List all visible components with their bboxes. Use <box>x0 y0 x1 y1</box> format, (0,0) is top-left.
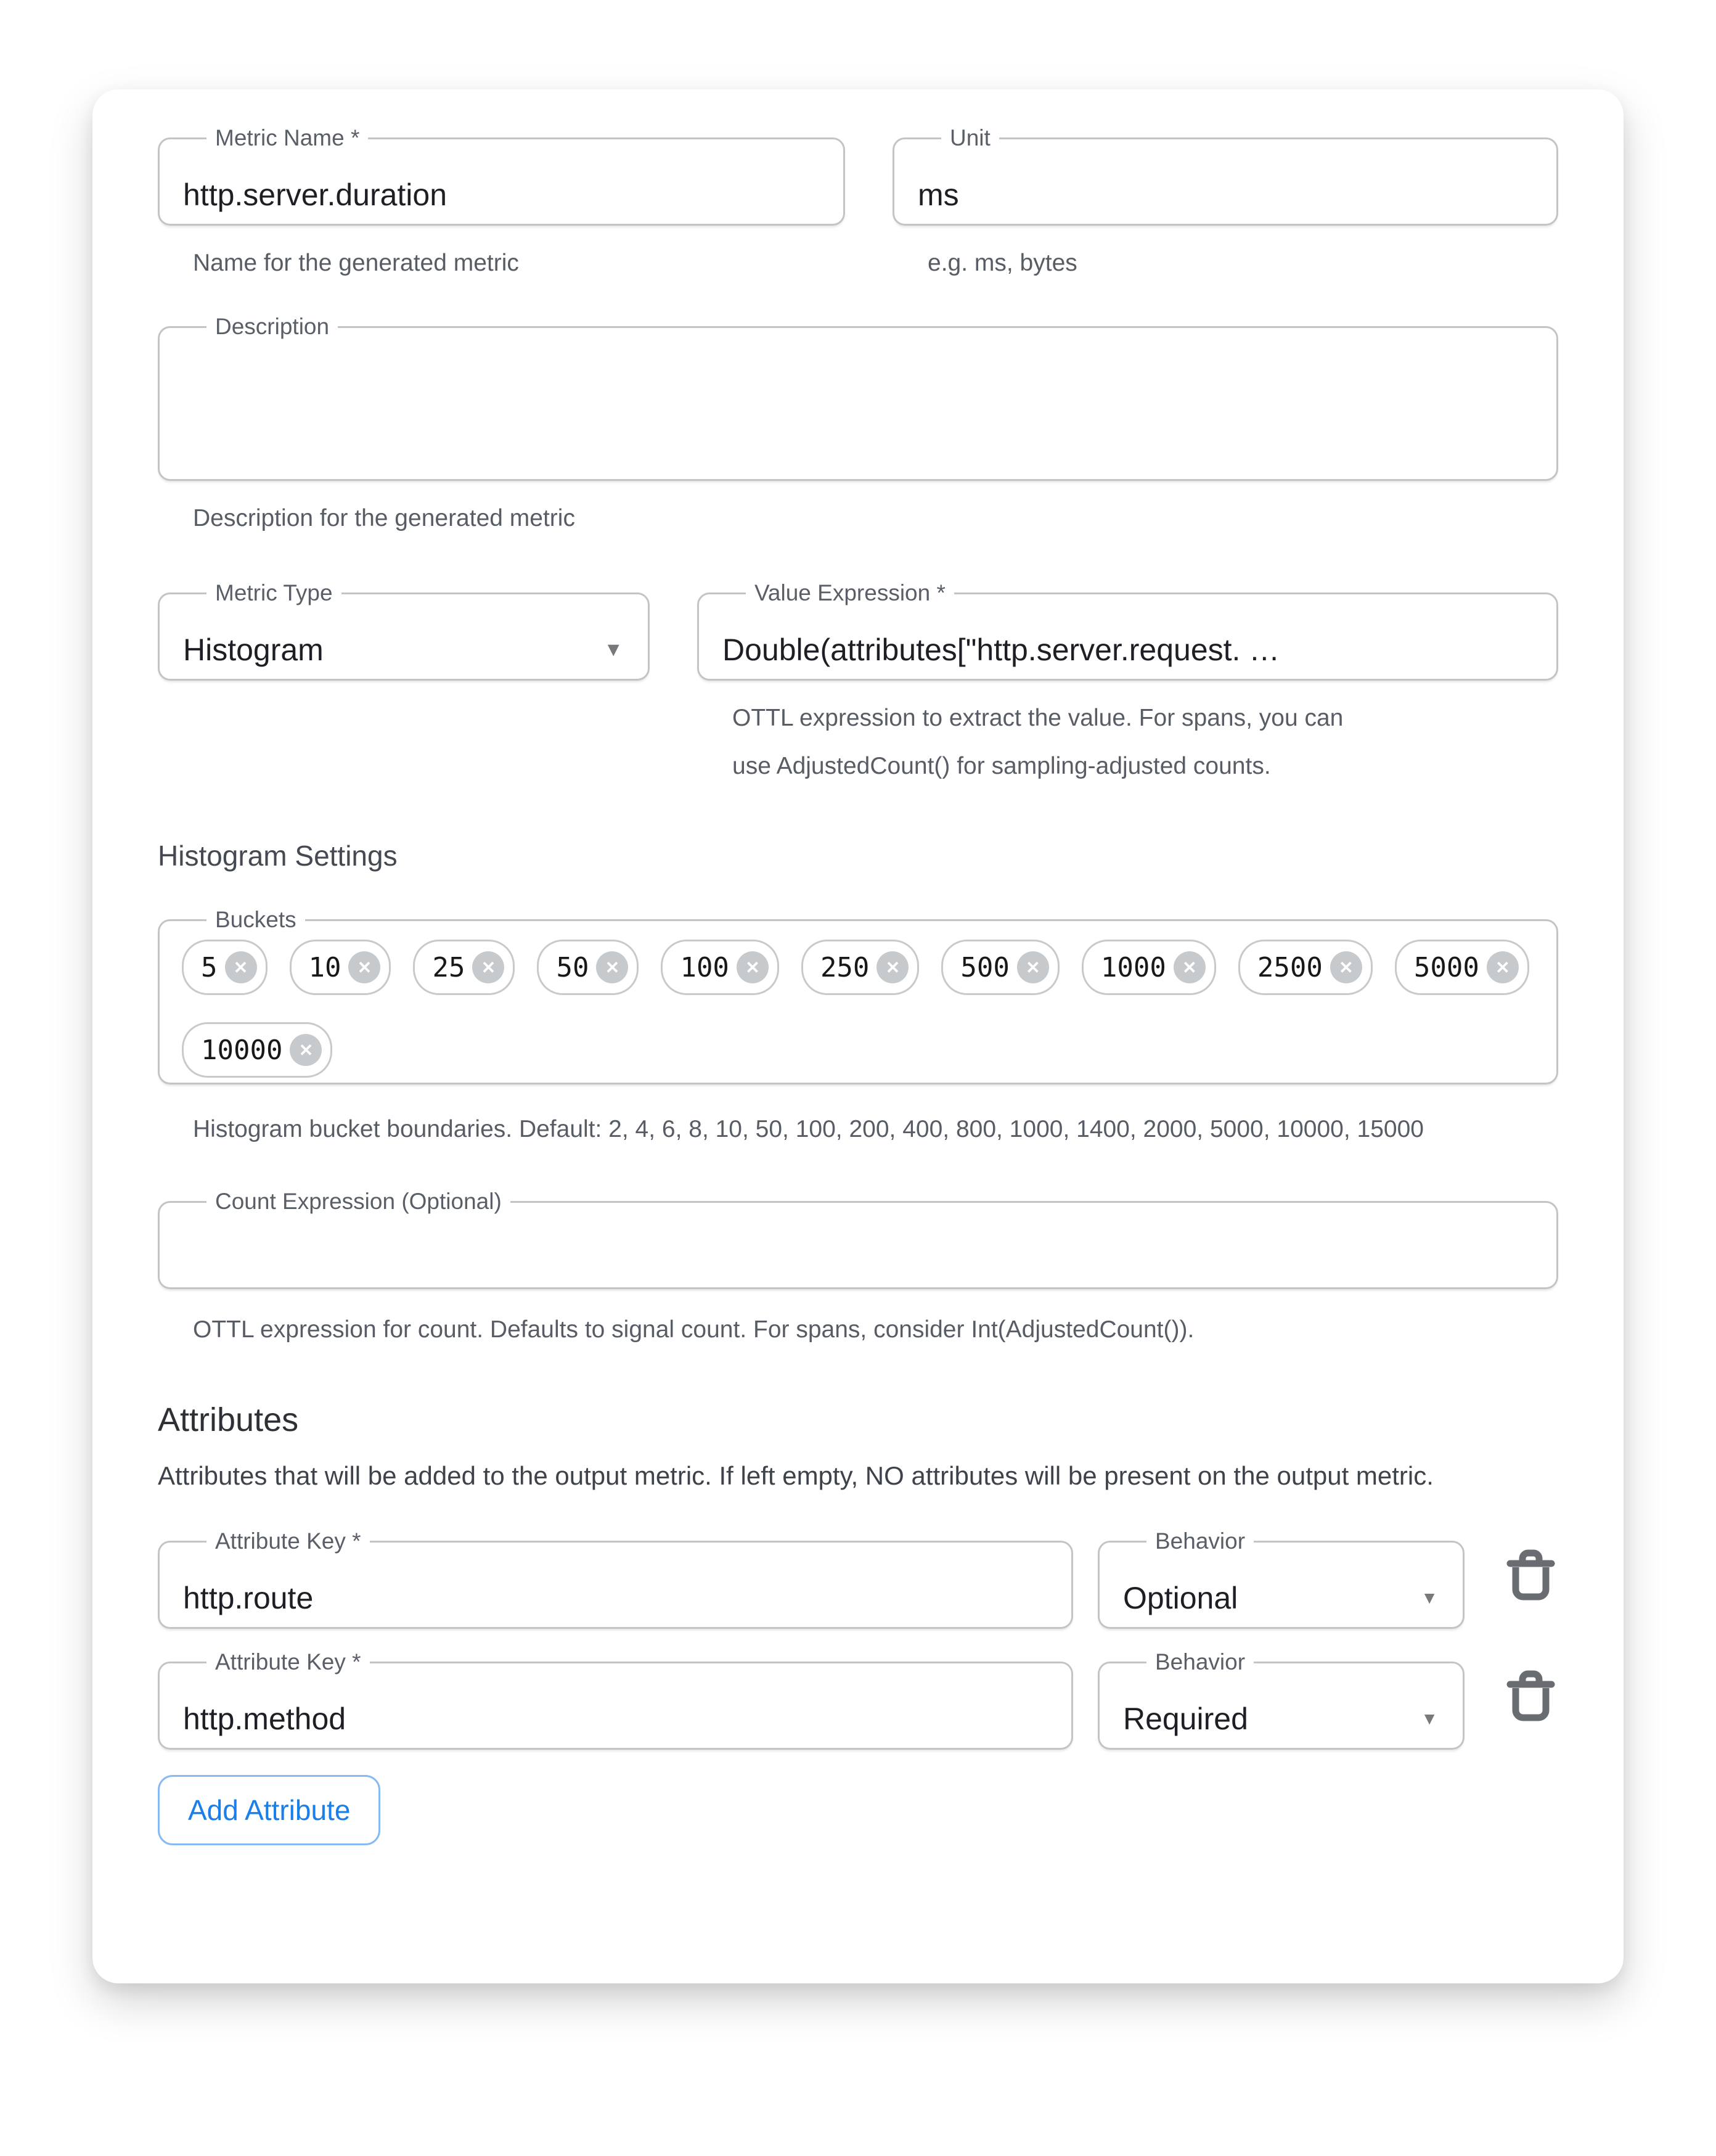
behavior-value: Optional <box>1123 1580 1238 1615</box>
metric-name-group <box>158 125 845 287</box>
behavior-value: Required <box>1123 1701 1248 1736</box>
unit-field[interactable] <box>893 125 1558 226</box>
metric-type-label: Metric Type <box>215 580 333 605</box>
attribute-key-group <box>158 1649 1073 1750</box>
attribute-key-field[interactable] <box>158 1649 1073 1750</box>
bucket-chip: 25 ✕ <box>413 940 515 995</box>
attribute-key-input[interactable]: http.route <box>183 1580 314 1615</box>
chip-remove-icon[interactable]: ✕ <box>1330 951 1362 983</box>
attribute-key-label: Attribute Key * <box>215 1649 361 1674</box>
bucket-chip: 50 ✕ <box>537 940 639 995</box>
histogram-settings-title: Histogram Settings <box>158 840 398 872</box>
chip-remove-icon[interactable]: ✕ <box>596 951 628 983</box>
chevron-down-icon: ▼ <box>603 638 623 660</box>
bucket-chip: 100 ✕ <box>661 940 778 995</box>
attributes-description: Attributes that will be added to the output metric. If left empty, NO attributes will be present on the output metric. <box>158 1461 1434 1490</box>
metric-name-field[interactable] <box>158 125 845 226</box>
name-unit-row <box>158 125 1558 287</box>
attribute-key-field[interactable] <box>158 1528 1073 1629</box>
bucket-chip: 10000 ✕ <box>182 1022 332 1078</box>
bucket-chip-list <box>181 933 1535 1078</box>
metric-name-helper: Name for the generated metric <box>193 250 519 276</box>
value-expression-label: Value Expression * <box>754 580 946 605</box>
bucket-chip: 5000 ✕ <box>1395 940 1529 995</box>
count-expression-group <box>158 1188 1558 1354</box>
value-expression-helper: OTTL expression to extract the value. For spans, you can use AdjustedCount() for sampling-adjusted counts. <box>732 705 1344 779</box>
attribute-key-input[interactable]: http.method <box>183 1701 346 1736</box>
attribute-row <box>158 1649 1558 1750</box>
count-expression-field[interactable] <box>158 1188 1558 1289</box>
add-attribute-button[interactable]: Add Attribute <box>158 1775 380 1845</box>
count-expression-helper: OTTL expression for count. Defaults to signal count. For spans, consider Int(AdjustedCount()). <box>193 1316 1195 1343</box>
count-expression-input[interactable] <box>183 1229 1489 1287</box>
value-expression-group <box>697 580 1558 790</box>
metric-name-label: Metric Name * <box>215 125 360 150</box>
chip-remove-icon[interactable]: ✕ <box>472 951 504 983</box>
metric-type-value: Histogram <box>183 632 324 667</box>
metric-name-input[interactable]: http.server.duration <box>183 177 447 212</box>
chip-remove-icon[interactable]: ✕ <box>1487 951 1519 983</box>
trash-icon <box>1506 1549 1556 1609</box>
delete-attribute-button[interactable] <box>1506 1549 1556 1607</box>
chip-remove-icon[interactable]: ✕ <box>1174 951 1206 983</box>
attribute-key-label: Attribute Key * <box>215 1528 361 1554</box>
unit-label: Unit <box>950 125 991 150</box>
metric-type-group <box>158 580 650 790</box>
chip-remove-icon[interactable]: ✕ <box>737 951 769 983</box>
chevron-down-icon: ▼ <box>1421 1708 1438 1728</box>
bucket-chip: 2500 ✕ <box>1238 940 1373 995</box>
chip-remove-icon[interactable]: ✕ <box>225 951 257 983</box>
behavior-label: Behavior <box>1155 1528 1246 1554</box>
buckets-label: Buckets <box>215 907 296 932</box>
unit-input[interactable]: ms <box>918 177 959 212</box>
description-field[interactable] <box>158 313 1558 481</box>
bucket-chip: 10 ✕ <box>290 940 391 995</box>
description-input[interactable] <box>183 354 1489 479</box>
delete-attribute-button[interactable] <box>1506 1670 1556 1728</box>
chip-remove-icon[interactable]: ✕ <box>348 951 380 983</box>
bucket-chip: 250 ✕ <box>801 940 919 995</box>
buckets-group <box>158 906 1558 1154</box>
bucket-chip: 5 ✕ <box>182 940 268 995</box>
type-expression-row <box>158 580 1558 790</box>
chip-remove-icon[interactable]: ✕ <box>876 951 909 983</box>
bucket-chip: 1000 ✕ <box>1082 940 1216 995</box>
attribute-row <box>158 1528 1558 1629</box>
chip-remove-icon[interactable]: ✕ <box>290 1034 322 1066</box>
unit-helper: e.g. ms, bytes <box>928 250 1077 276</box>
description-label: Description <box>215 314 330 339</box>
buckets-helper: Histogram bucket boundaries. Default: 2, 4, 6, 8, 10, 50, 100, 200, 400, 800, 1000, 1400, 2000, 5000, 10000, 15000 <box>193 1116 1424 1142</box>
attribute-key-group <box>158 1528 1073 1629</box>
count-expression-label: Count Expression (Optional) <box>215 1189 502 1214</box>
behavior-group <box>1098 1528 1465 1629</box>
chip-remove-icon[interactable]: ✕ <box>1017 951 1049 983</box>
behavior-select[interactable] <box>1098 1528 1465 1629</box>
behavior-select[interactable] <box>1098 1649 1465 1750</box>
description-helper: Description for the generated metric <box>193 505 575 531</box>
behavior-group <box>1098 1649 1465 1750</box>
value-expression-field[interactable] <box>697 580 1558 681</box>
attributes-title: Attributes <box>158 1401 299 1438</box>
value-expression-input[interactable]: Double(attributes["http.server.request. … <box>722 632 1280 667</box>
chevron-down-icon: ▼ <box>1421 1588 1438 1607</box>
metric-config-card <box>92 89 1624 1983</box>
trash-icon <box>1506 1670 1556 1729</box>
unit-group <box>893 125 1558 287</box>
description-group <box>158 313 1558 543</box>
behavior-label: Behavior <box>1155 1649 1246 1674</box>
metric-type-select[interactable] <box>158 580 650 681</box>
buckets-field[interactable] <box>158 906 1558 1084</box>
bucket-chip: 500 ✕ <box>941 940 1059 995</box>
